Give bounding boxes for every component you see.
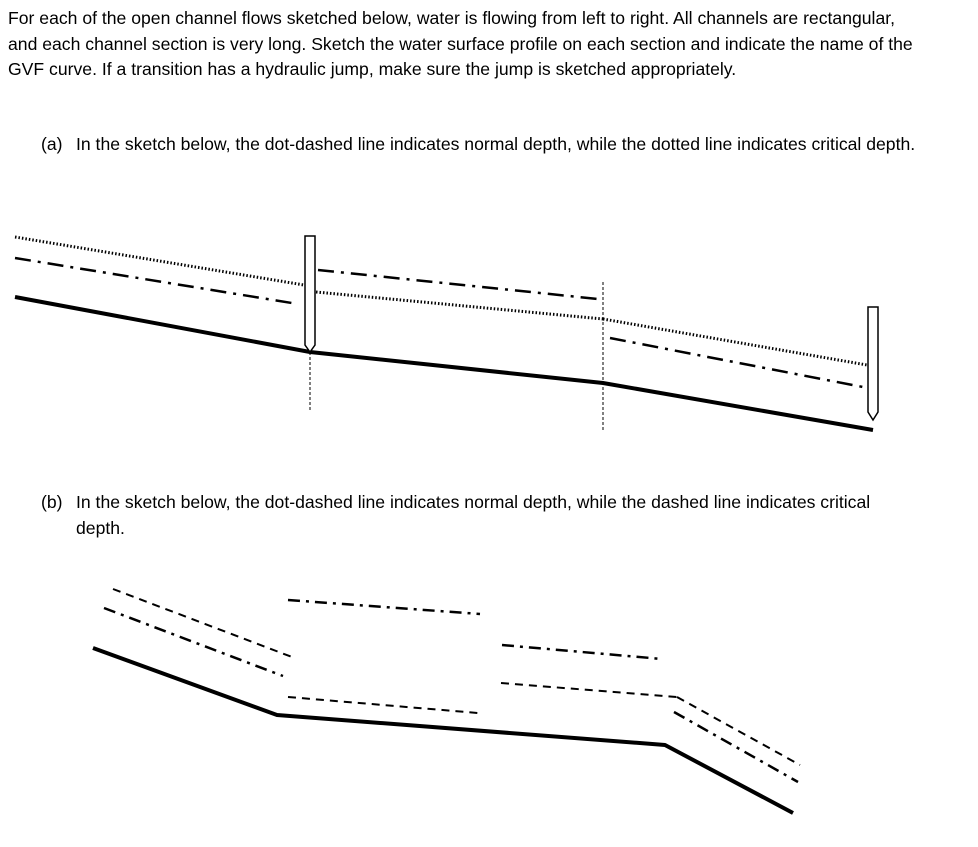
sketch-b-channel-bed bbox=[93, 648, 793, 813]
sketch-b-normal-depth-1 bbox=[104, 608, 283, 676]
part-a-text: In the sketch below, the dot-dashed line indicates normal depth, while the dotted line indicates critical depth. bbox=[76, 134, 916, 154]
sketch-b-normal-depth-2 bbox=[288, 600, 480, 614]
sketch-b-normal-depth-3 bbox=[502, 645, 662, 659]
sketch-b-normal-depth-4 bbox=[674, 712, 798, 782]
part-a-label: (a) bbox=[41, 134, 63, 154]
problem-statement: For each of the open channel flows sketched below, water is flowing from left to right. All channels are rectangular, and each channel section is very long. Sketch the water surface profile on each section and indicate the name of the GVF curve. If a transition has a hydraulic jump, make sure the jump is sketched appropriately. bbox=[8, 8, 913, 79]
sketch-b-critical-depth-1 bbox=[113, 589, 292, 657]
part-b-text: In the sketch below, the dot-dashed line indicates normal depth, while the dashed line indicates critical depth. bbox=[76, 492, 871, 538]
sketch-b-critical-depth-3 bbox=[501, 683, 677, 697]
sketch-b-critical-depth-4 bbox=[677, 697, 800, 765]
part-b-label: (b) bbox=[41, 492, 63, 512]
sketch-b-critical-depth-2 bbox=[288, 697, 478, 713]
